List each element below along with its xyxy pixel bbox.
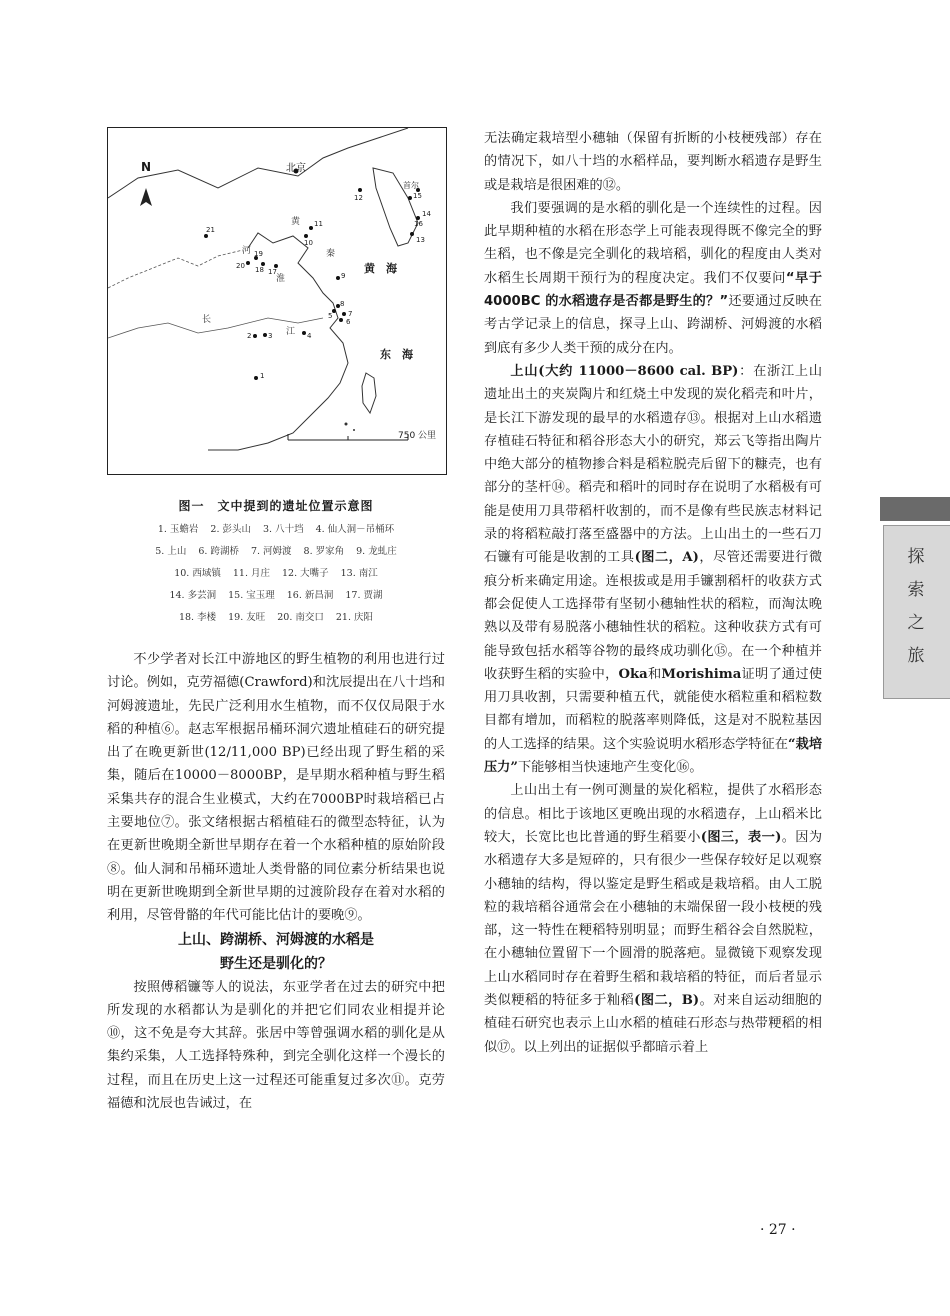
paragraph: 按照傅稻镰等人的说法，东亚学者在过去的研究中把所发现的水稻都认为是驯化的并把它们同农业相提并论⑩，这不免是夸大其辞。张居中等曾强调水稻的驯化是从集约采集，人工选择特殊种，到完全驯化这样一个漫长的过程，而且在历史上这一过程还可能重复过多次⑪。克劳福德和沈辰也告诫过，在 <box>107 979 445 1112</box>
tab-label <box>894 541 938 673</box>
site-number: 17 <box>268 268 277 276</box>
river-huang-1: 黄 <box>291 217 301 227</box>
text-run: 。因为水稻遗存大多是短碎的，只有很少一些保存较好足以观察小穗轴的结构，得以鉴定是野生稻或是栽培稻。由人工脱粒的栽培稻谷通常会在小穗轴的末端保留一段小枝梗的残部，这一特性在粳稻特别明显；而野生稻谷会自然脱粒，在小穗轴位置留下一个圆滑的脱落疤。显微镜下观察发现上山水稻同时存在着野生稻和栽培稻的特征，而后者显示类似粳稻的特征多于籼稻 <box>484 829 823 1008</box>
river-changjiang-1: 长 <box>202 315 212 325</box>
legend-item: 6. 跨湖桥 <box>198 546 239 557</box>
site-map <box>107 127 447 475</box>
legend-item: 15. 宝玉理 <box>228 590 275 601</box>
text-run: 和 <box>647 666 662 682</box>
legend-item: 20. 南交口 <box>277 612 324 623</box>
legend-item: 10. 西域镇 <box>174 568 221 579</box>
site-number: 19 <box>254 250 263 258</box>
site-number: 20 <box>236 262 245 270</box>
site-number: 11 <box>314 220 323 228</box>
tab-char: 探 <box>907 547 925 567</box>
site-number: 10 <box>304 239 313 247</box>
legend-item: 2. 彭头山 <box>210 524 251 535</box>
site-number: 15 <box>413 192 422 200</box>
site-number: 5 <box>328 312 333 320</box>
text-run: ：在浙江上山遗址出土的夹炭陶片和红烧土中发现的炭化稻壳和叶片，是长江下游发现的最早的水稻遗存⑬。根据对上山水稻遗存植硅石特征和稻谷形态大小的研究，郑云飞等指出陶片中绝大部分的植物掺合料是稻粒脱壳后留下的糠壳，也有部分的茎杆⑭。稻壳和稻叶的同时存在说明了水稻极有可能是使用刀具带稻杆收割的，而不是像有些民族志材料记录的将稻粒敲打落至盛器中的方法。上山出土的一些石刀石镰有可能是收割的工具 <box>484 363 823 566</box>
right-column <box>484 127 822 1059</box>
text-run: 上山出土有一例可测量的炭化稻粒，提供了水稻形态的信息。相比于该地区更晚出现的水稻遗存，上山稻米比较大，长宽比也比普通的野生稻要小 <box>484 783 822 845</box>
site-number: 14 <box>422 210 431 218</box>
legend-row <box>107 519 445 541</box>
legend-item: 19. 友旺 <box>228 612 266 623</box>
legend-item: 1. 玉蟾岩 <box>157 524 199 535</box>
paragraph: 无法确定栽培型小穗轴（保留有折断的小枝梗残部）存在的情况下，如八十垱的水稻样品，要判断水稻遗存是野生或是栽培是很困难的⑫。 <box>484 131 822 193</box>
figure-reference: (图二，B) <box>634 992 700 1008</box>
legend-item: 21. 庆阳 <box>335 612 374 623</box>
tab-char: 旅 <box>907 646 925 666</box>
text-run: 证明了通过使用刀具收割，只需要种植五代，就能使水稻粒重和稻粒数目都有增加，而稻粒的脱落率则降低，这是对不脱粒基因的人工选择的结果。这个实验说明水稻形态学特征在 <box>484 666 823 752</box>
site-number: 12 <box>354 194 363 202</box>
section-heading-line-1: 上山、跨湖桥、河姆渡的水稻是 <box>178 931 374 948</box>
river-changjiang-2: 江 <box>286 327 296 337</box>
legend-item: 14. 多芸洞 <box>169 590 217 601</box>
page-number: · 27 · <box>760 1222 796 1238</box>
text-run: 。对来自运动细胞的植硅石研究也表示上山水稻的植硅石形态与热带粳稻的相似⑰。以上列出的证据似乎都暗示着上 <box>484 992 822 1055</box>
figure-reference: (图三，表一) <box>700 829 782 845</box>
legend-row <box>107 563 445 585</box>
legend-item: 5. 上山 <box>155 546 187 557</box>
site-number: 9 <box>341 272 346 280</box>
map-drawing <box>108 128 446 474</box>
legend-row <box>107 607 445 629</box>
river-huang-2: 河 <box>242 246 252 256</box>
legend-item: 8. 罗家角 <box>303 546 345 557</box>
figure-reference: (图二，A) <box>634 550 699 566</box>
north-label: N <box>141 160 152 174</box>
author-name: Oka <box>618 666 648 682</box>
legend-row <box>107 541 445 563</box>
paragraph <box>484 779 822 1059</box>
paragraph: 不少学者对长江中游地区的野生植物的利用也进行过讨论。例如，克劳福德(Crawford)和沈辰提出在八十垱和河姆渡遗址，先民广泛利用水生植物，而不仅仅局限于水稻的种植⑥。赵志军根据吊桶环洞穴遗址植硅石的研究提出了在晚更新世(12/11,000 BP)已经出现了野生稻的采集，随后在10000－8000BP，是早期水稻种植与野生稻采集共存的混合生业模式，大约在7000BP时栽培稻已占主要地位⑦。张文绪根据古稻植硅石的微型态特征，认为在更新世晚期全新世早期存在着一个水稻种植的原始阶段⑧。仙人洞和吊桶环遗址人类骨骼的同位素分析结果也说明在更新世晚期到全新世早期的过渡阶段存在着对水稻的利用，尽管骨骼的年代可能比估计的要晚⑨。 <box>107 652 445 924</box>
seoul-label: 首尔 <box>403 181 419 190</box>
site-number: 18 <box>255 266 264 274</box>
site-heading-shangshan: 上山(大约 11000－8600 cal. BP) <box>510 363 739 379</box>
author-name: Morishima <box>661 666 742 682</box>
site-number: 7 <box>348 310 353 318</box>
paragraph <box>484 197 822 360</box>
legend-item: 18. 李楼 <box>178 612 217 623</box>
beijing-label: 北京 <box>286 163 306 174</box>
paragraph <box>484 360 822 779</box>
text-run: ，尽管还需要进行微痕分析来确定用途。连根拔或是用手镰割稻杆的收获方式都会促使人工选择带有坚韧小穗轴性状的稻粒，而淘汰晚熟以及带有易脱落小穗轴性状的稻粒。这种收获方式有可能导致包括水稻等谷物的最终成功驯化⑮。在一个种植并收获野生稻的实验中， <box>484 550 823 682</box>
tab-stripe <box>880 497 950 521</box>
legend-item: 16. 新昌洞 <box>286 590 334 601</box>
legend-item: 17. 贾湖 <box>345 590 383 601</box>
site-number: 16 <box>414 220 423 228</box>
section-side-tab <box>880 497 950 697</box>
emphasis-term: “栽培压力” <box>484 736 823 776</box>
site-number: 21 <box>206 226 215 234</box>
text-run: 下能够相当快速地产生变化⑯。 <box>517 760 703 776</box>
site-number: 6 <box>346 318 351 326</box>
site-number: 4 <box>307 332 312 340</box>
legend-item: 9. 龙虬庄 <box>356 546 397 557</box>
legend-item: 11. 月庄 <box>232 568 270 579</box>
site-number: 1 <box>260 372 265 380</box>
river-huai: 淮 <box>276 274 286 284</box>
site-number: 8 <box>340 300 345 308</box>
yellow-sea-label: 黄 海 <box>364 262 397 275</box>
site-number: 13 <box>416 236 425 244</box>
emphasis-question: “早于 4000BC 的水稻遗存是否都是野生的？” <box>484 270 823 310</box>
tab-char: 索 <box>907 580 925 600</box>
legend-item: 7. 河姆渡 <box>250 546 292 557</box>
scale-label: 750 公里 <box>398 431 437 441</box>
site-number: 3 <box>268 332 273 340</box>
left-column <box>107 648 445 1115</box>
river-qin: 秦 <box>326 249 336 259</box>
legend-item: 4. 仙人洞－吊桶环 <box>315 524 395 535</box>
figure-title: 图一 文中提到的遗址位置示意图 <box>178 499 374 513</box>
site-number: 2 <box>247 332 252 340</box>
figure-legend <box>107 519 445 629</box>
text-run: 我们要强调的是水稻的驯化是一个连续性的过程。因此早期种植的水稻在形态学上可能表现得既不像完全的野生稻，也不像是完全驯化的栽培稻，驯化的程度由人类对水稻生长周期干预行为的程度决定。我们不仅要问 <box>484 200 822 286</box>
legend-item: 3. 八十垱 <box>263 524 304 535</box>
east-sea-label: 东 海 <box>380 348 413 361</box>
legend-row <box>107 585 445 607</box>
legend-item: 12. 大嘴子 <box>282 568 329 579</box>
legend-item: 13. 南江 <box>340 568 378 579</box>
text-run: 还要通过反映在考古学记录上的信息，探寻上山、跨湖桥、河姆渡的水稻到底有多少人类干预的成分在内。 <box>484 294 822 356</box>
section-heading-line-2: 野生还是驯化的？ <box>220 955 332 972</box>
tab-char: 之 <box>907 613 925 633</box>
